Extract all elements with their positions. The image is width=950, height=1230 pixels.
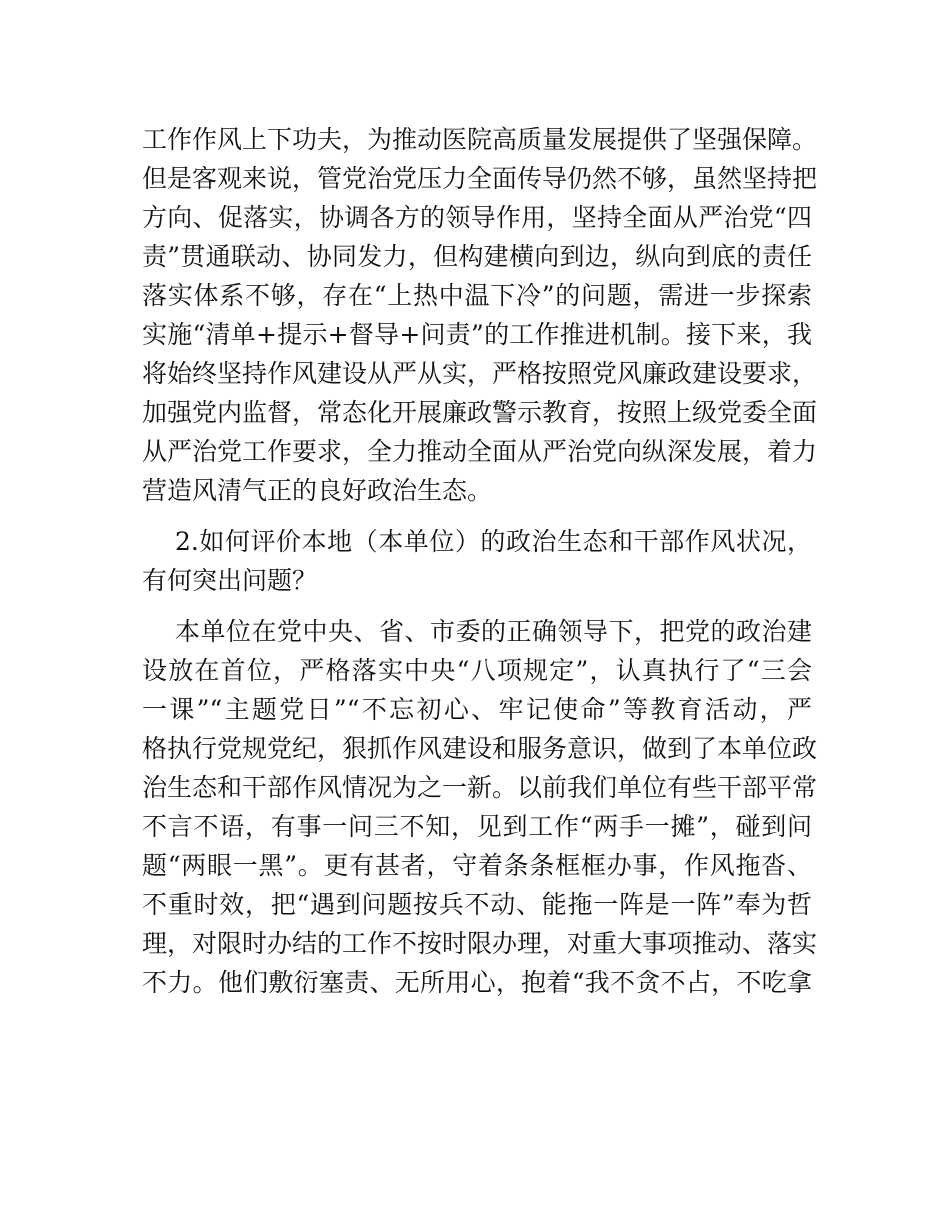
text-line: 工作作风上下功夫，为推动医院高质量发展提供了坚强保障。 xyxy=(142,125,818,154)
paragraph-1 xyxy=(142,120,818,510)
text-line: 设放在首位，严格落实中央“八项规定”，认真执行了“三会 xyxy=(142,656,812,685)
document-body xyxy=(142,120,818,1002)
text-line: 格执行党规党纪，狠抓作风建设和服务意识，做到了本单位政 xyxy=(142,734,818,763)
paragraph-gap xyxy=(142,600,812,612)
text-line: 一课”“主题党日”“不忘初心、牢记使命”等教育活动，严 xyxy=(142,695,812,724)
text-line: 从严治党工作要求，全力推动全面从严治党向纵深发展，着力 xyxy=(142,437,818,466)
paragraph-3 xyxy=(142,612,818,1002)
paragraph-gap xyxy=(142,510,812,522)
question-heading xyxy=(142,522,812,600)
text-line: 不言不语，有事一问三不知，见到工作“两手一摊”，碰到问 xyxy=(142,812,812,841)
text-line: 责”贯通联动、协同发力，但构建横向到边，纵向到底的责任 xyxy=(142,242,812,271)
text-line: 题“两眼一黑”。更有甚者，守着条条框框办事，作风拖沓、 xyxy=(142,851,812,880)
text-line: 2.如何评价本地（本单位）的政治生态和干部作风状况， xyxy=(175,527,812,556)
text-line: 落实体系不够，存在“上热中温下冷”的问题，需进一步探索 xyxy=(142,281,812,310)
text-line: 理，对限时办结的工作不按时限办理，对重大事项推动、落实 xyxy=(142,929,818,958)
text-line: 有何突出问题？ xyxy=(142,566,318,595)
text-line: 加强党内监督，常态化开展廉政警示教育，按照上级党委全面 xyxy=(142,398,818,427)
text-line: 方向、促落实，协调各方的领导作用，坚持全面从严治党“四 xyxy=(142,203,812,232)
text-line: 将始终坚持作风建设从严从实，严格按照党风廉政建设要求， xyxy=(142,359,818,388)
text-line: 不力。他们敷衍塞责、无所用心，抱着“我不贪不占，不吃拿 xyxy=(142,968,812,997)
text-line: 但是客观来说，管党治党压力全面传导仍然不够，虽然坚持把 xyxy=(142,164,818,193)
text-line: 营造风清气正的良好政治生态。 xyxy=(142,476,493,505)
text-line: 不重时效，把“遇到问题按兵不动、能拖一阵是一阵”奉为哲 xyxy=(142,890,812,919)
text-line: 本单位在党中央、省、市委的正确领导下，把党的政治建 xyxy=(175,617,812,646)
text-line: 实施“清单+提示+督导+问责”的工作推进机制。接下来，我 xyxy=(142,320,812,349)
text-line: 治生态和干部作风情况为之一新。以前我们单位有些干部平常 xyxy=(142,773,818,802)
